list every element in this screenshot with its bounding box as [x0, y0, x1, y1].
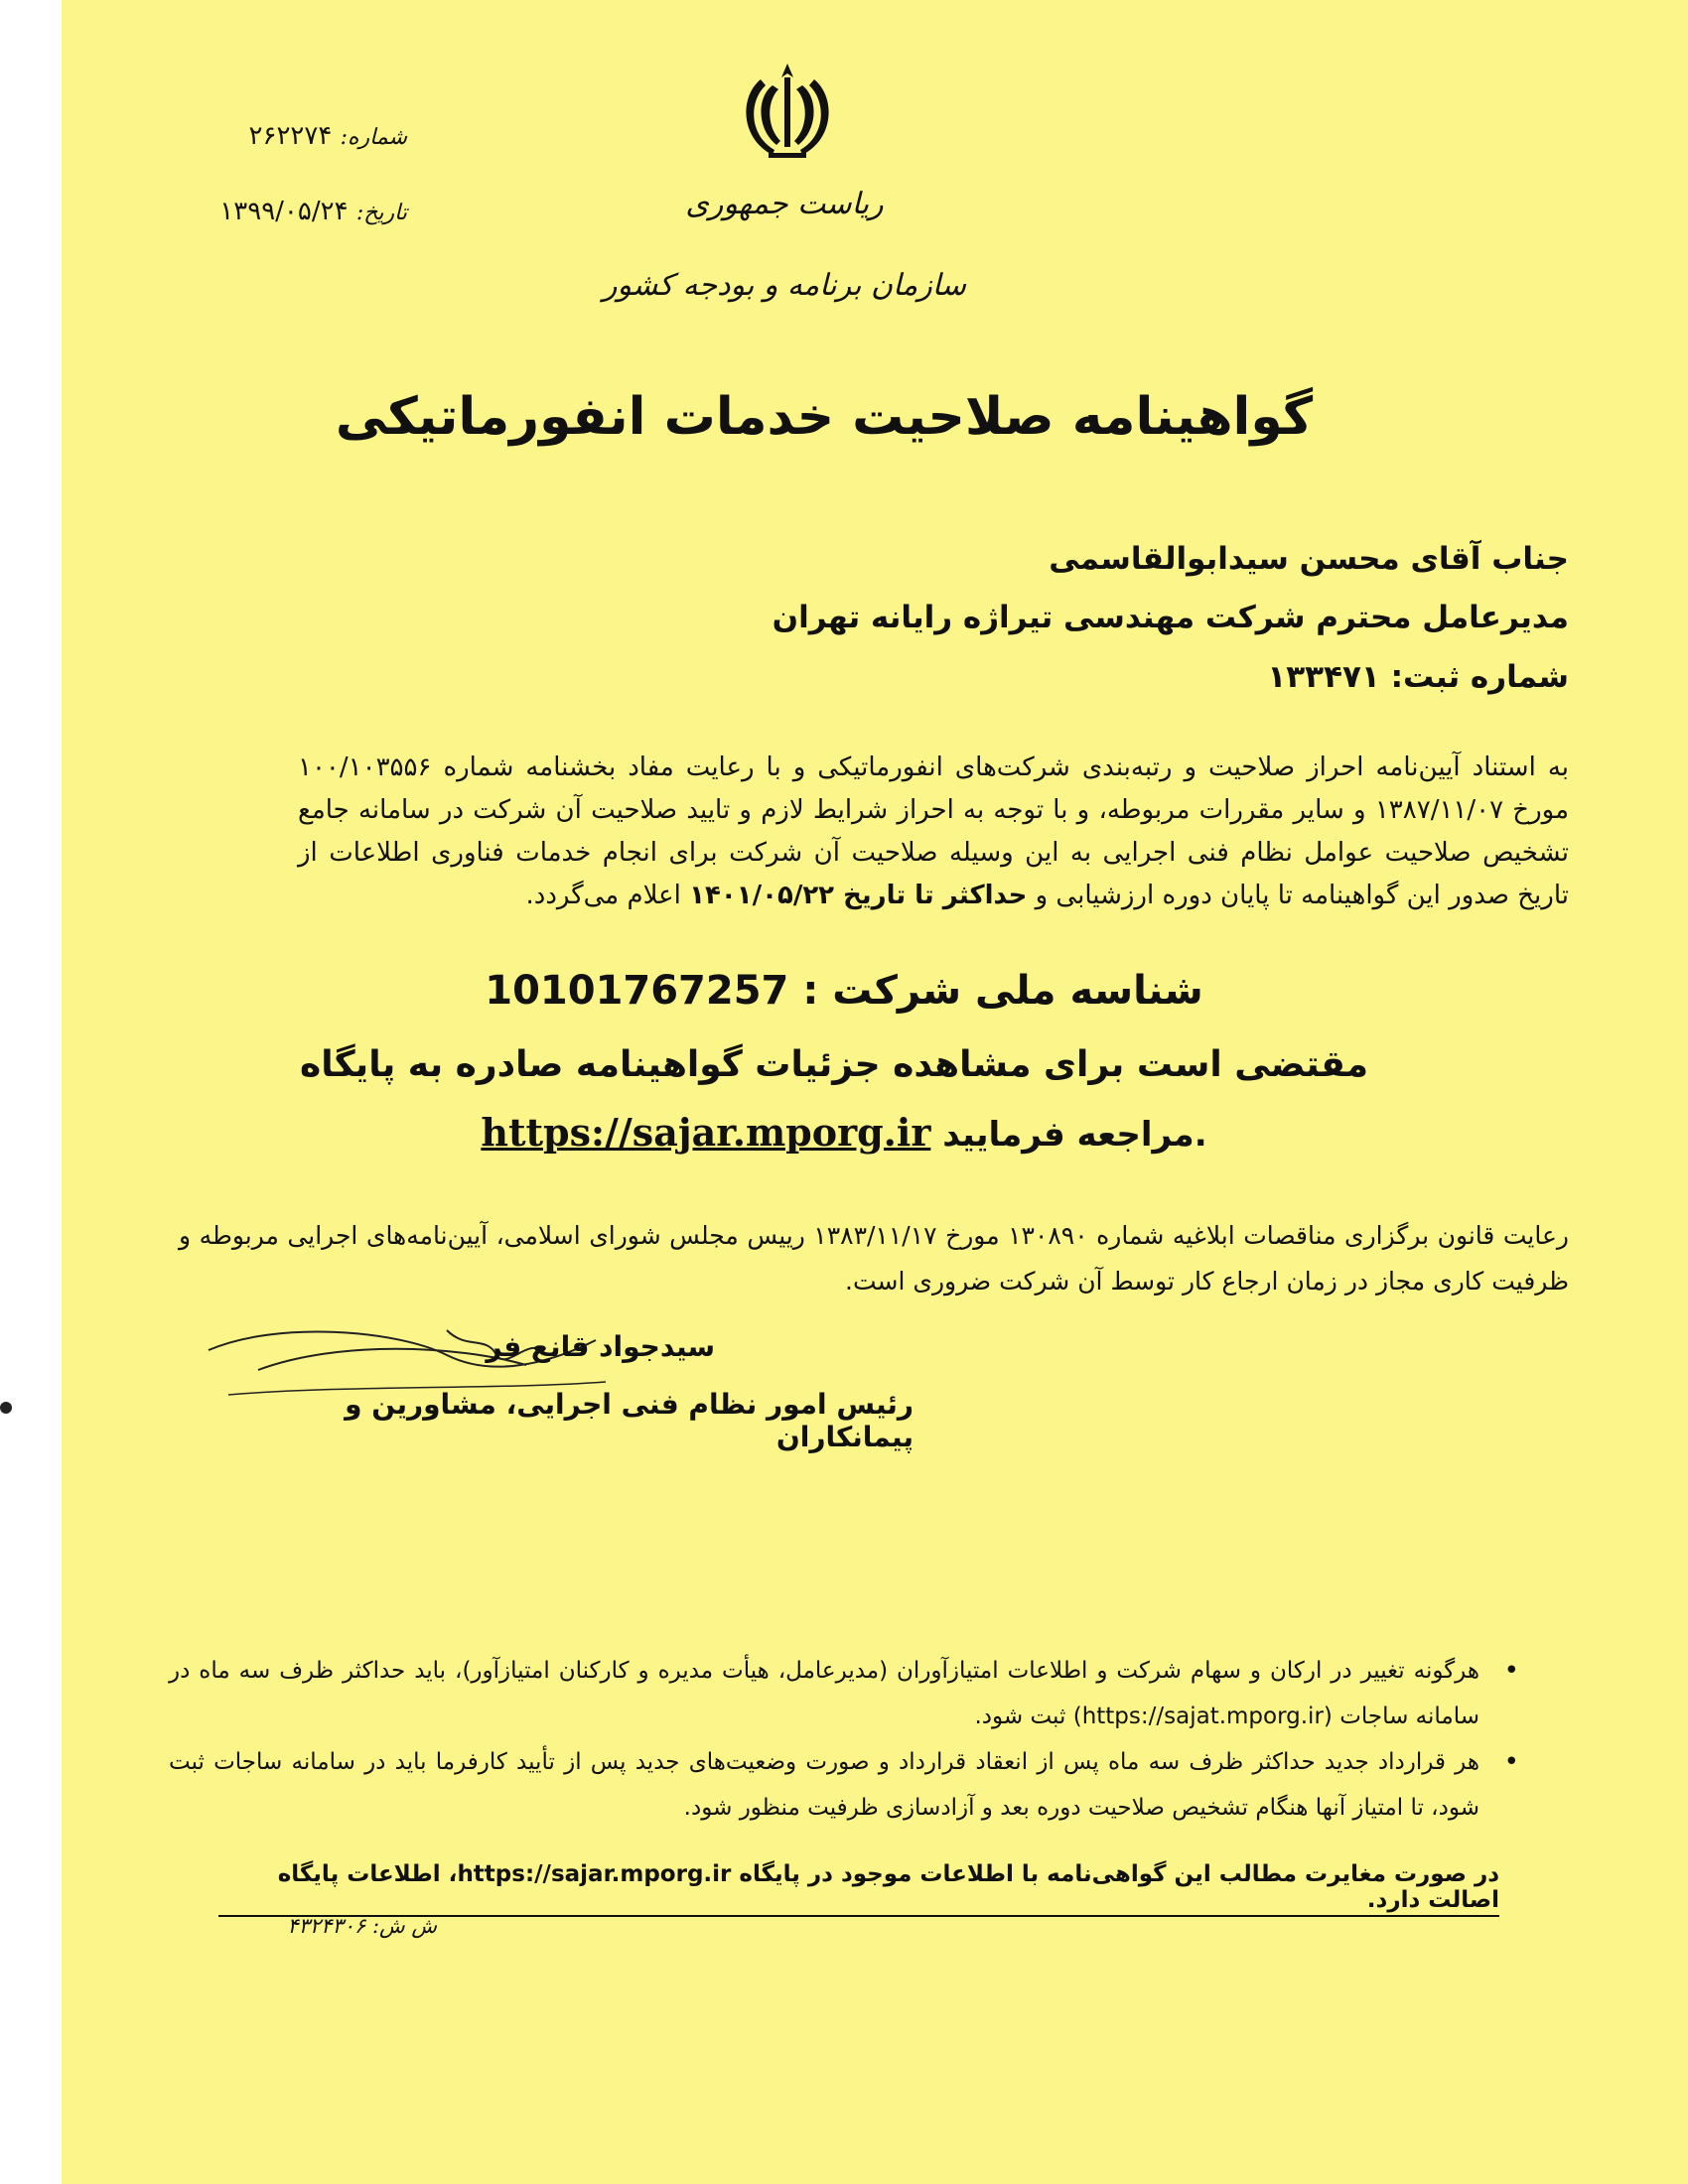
reference-code: ش ش: ۴۳۲۴۳۰۶	[287, 1914, 437, 1938]
national-id	[397, 968, 1291, 1014]
iran-emblem-icon	[733, 58, 842, 167]
sajar-link-suffix: مراجعه فرمایید.	[942, 1115, 1207, 1155]
sajar-link-line	[457, 1110, 1231, 1155]
letter-number	[199, 121, 407, 151]
body-deadline: حداکثر تا تاریخ ۱۴۰۱/۰۵/۲۲	[689, 881, 1028, 910]
sajar-link[interactable]: https://sajar.mporg.ir	[481, 1110, 931, 1155]
letter-date-value: ۱۳۹۹/۰۵/۲۴	[219, 197, 349, 226]
certificate-body	[298, 747, 1569, 917]
certificate-title: گواهینامه صلاحیت خدمات انفورماتیکی	[335, 387, 1314, 447]
bullet-icon: •	[1503, 1656, 1519, 1686]
org-presidency: ریاست جمهوری	[685, 187, 884, 221]
authenticity-warning: در صورت مغایرت مطالب این گواهی‌نامه با اطلاعات موجود در پایگاه https://sajar.mporg.ir، اطلاعات پایگاه اصالت دارد.	[218, 1861, 1499, 1917]
letter-date	[169, 197, 407, 226]
bullet-icon: •	[1503, 1747, 1519, 1777]
scan-mark	[0, 1402, 12, 1414]
signatory-title: رئیس امور نظام فنی اجرایی، مشاورین و پیمانکاران	[345, 1388, 914, 1453]
letter-date-label: تاریخ:	[355, 201, 407, 225]
body-paragraph-end: اعلام می‌گردد.	[525, 881, 681, 910]
note-text: هرگونه تغییر در ارکان و سهام شرکت و اطلاعات امتیازآوران (مدیرعامل، هیأت مدیره و کارکنان امتیازآور)، باید حداکثر ظرف سه ماه در سامانه ساجات (https://sajat.mporg.ir) ثبت شود.	[169, 1658, 1479, 1729]
addressee-position: مدیرعامل محترم شرکت مهندسی تیراژه رایانه تهران	[772, 600, 1569, 635]
certificate-paper	[62, 0, 1688, 2184]
details-instruction: مقتضی است برای مشاهده جزئیات گواهینامه صادره به پایگاه	[299, 1044, 1369, 1085]
org-plan-budget: سازمان برنامه و بودجه کشور	[602, 268, 967, 303]
tender-law-notice: رعایت قانون برگزاری مناقصات ابلاغیه شماره ۱۳۰۸۹۰ مورخ ۱۳۸۳/۱۱/۱۷ رییس مجلس شورای اسلامی، آیین‌نامه‌های اجرایی مربوطه و ظرفیت کاری مجاز در زمان ارجاع کار توسط آن شرکت ضروری است.	[179, 1221, 1569, 1296]
note-text: هر قرارداد جدید حداکثر ظرف سه ماه پس از انعقاد قرارداد و صورت وضعیت‌های جدید پس از تأیید کارفرما باید در سامانه ساجات ثبت شود، تا امتیاز آنها هنگام تشخیص صلاحیت دوره بعد و آزادسازی ظرفیت منظور شود.	[169, 1749, 1479, 1821]
list-item	[169, 1739, 1519, 1831]
national-id-value: 10101767257	[485, 968, 789, 1014]
list-item	[169, 1648, 1519, 1739]
addressee-name: جناب آقای محسن سیدابوالقاسمی	[1049, 541, 1569, 577]
letter-number-value: ۲۶۲۲۷۴	[248, 121, 333, 151]
signatory-name: سیدجواد قانع فر	[486, 1330, 715, 1363]
body-paragraph: به استناد آیین‌نامه احراز صلاحیت و رتبه‌بندی شرکت‌های انفورماتیکی و با رعایت مفاد بخشنامه شماره ۱۰۰/۱۰۳۵۵۶ مورخ ۱۳۸۷/۱۱/۰۷ و سایر مقررات مربوطه، و با توجه به احراز شرایط لازم و تایید صلاحیت آن شرکت در سامانه جامع تشخیص صلاحیت عوامل نظام فنی اجرایی به این وسیله صلاحیت آن شرکت برای انجام خدمات فناوری اطلاعات از تاریخ صدور این گواهینامه تا پایان دوره ارزشیابی و	[298, 752, 1569, 910]
notes-list	[169, 1648, 1519, 1831]
national-id-label: شناسه ملی شرکت :	[802, 968, 1203, 1014]
letter-number-label: شماره:	[340, 125, 407, 150]
registration-number: شماره ثبت: ۱۳۳۴۷۱	[1267, 659, 1569, 695]
